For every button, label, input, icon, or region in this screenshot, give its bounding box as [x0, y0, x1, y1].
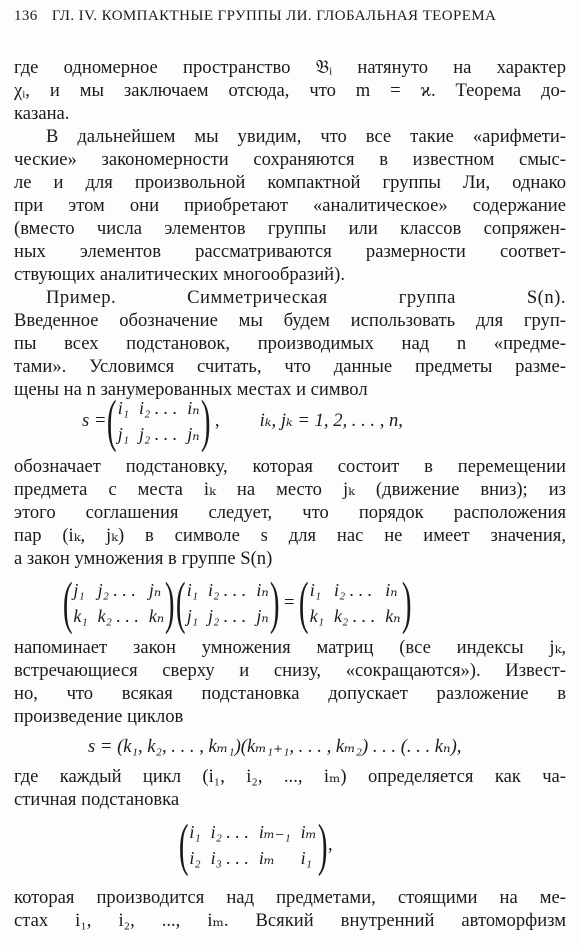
- equation-s-definition: s = ( i₁ i₂ . . . iₙ j₁ j₂ . . . jₙ ) , iₖ, jₖ = 1, 2, . . . , n,: [82, 388, 403, 453]
- eq-tail: iₖ, jₖ = 1, 2, . . . , n,: [259, 410, 403, 431]
- text-line: (вместо числа элементов группы или классов сопряжен-: [14, 218, 566, 239]
- text-line: а закон умножения в группе S(n): [14, 548, 273, 569]
- text-line: которая производится над предметами, стоящими на ме-: [14, 887, 566, 908]
- text-line: произведение циклов: [14, 706, 184, 727]
- text-line: щены на n занумерованных местах и символ: [14, 379, 368, 400]
- text-line: ческие» закономерности сохраняются в известном смыс-: [14, 149, 566, 170]
- text-line: пар (iₖ, jₖ) в символе s для нас не имеет значения,: [14, 525, 566, 546]
- text-line: стах i₁, i₂, ..., iₘ. Всякий внутренний автоморфизм: [14, 910, 566, 931]
- text-line: встречающиеся сверху и снизу, «сокращаются»). Извест-: [14, 660, 566, 681]
- matrix: ( i₁ i₂ . . . iₙ j₁ j₂ . . . jₙ ): [107, 388, 211, 453]
- text-line: казана.: [14, 103, 70, 124]
- text-line: где каждый цикл (i₁, i₂, ..., iₘ) определяется как ча-: [14, 766, 566, 787]
- page-number: 136: [14, 8, 38, 24]
- matrix: ( i₁ i₂ . . . iₙ j₁ j₂ . . . jₙ ): [176, 570, 280, 635]
- equation-cycle-permutation: ( i₁ i₂ . . . iₘ₋₁ iₘ i₂ i₃ . . . iₘ i₁ ) ,: [178, 812, 333, 877]
- text-line: Введенное обозначение мы будем использовать для груп-: [14, 310, 566, 331]
- text-line: но, что всякая подстановка допускает разложение в: [14, 683, 566, 704]
- text-line: ных элементов рассматриваются размерности соответ-: [14, 241, 566, 262]
- eq-lhs: s =: [82, 410, 107, 431]
- text-line: ле и для произвольной компактной группы Ли, однако: [14, 172, 566, 193]
- text-line: где одномерное пространство 𝔅ᵢ натянуто на характер: [14, 57, 566, 78]
- matrix: ( i₁ i₂ . . . iₙ k₁ k₂ . . . kₙ ): [299, 570, 412, 635]
- text-line: В дальнейшем мы увидим, что все такие «арифмети-: [46, 126, 566, 147]
- text-line: пы всех подстановок, производимых над n «предме-: [14, 333, 566, 354]
- text-line: этого соглашения следует, что порядок расположения: [14, 502, 566, 523]
- text-line: ствующих аналитических многообразий).: [14, 264, 345, 285]
- running-title: ГЛ. IV. КОМПАКТНЫЕ ГРУППЫ ЛИ. ГЛОБАЛЬНАЯ ТЕОРЕМА: [51, 8, 497, 24]
- text-line: предмета с места iₖ на место jₖ (движение вниз); из: [14, 479, 566, 500]
- equation-cycles: s = (k₁, k₂, . . . , kₘ₁)(kₘ₁₊₁, . . . , kₘ₂) . . . (. . . kₙ),: [88, 736, 462, 757]
- text-line: напоминает закон умножения матриц (все индексы jₖ,: [14, 637, 566, 658]
- text-line: тами». Условимся считать, что данные предметы разме-: [14, 356, 566, 377]
- matrix: ( i₁ i₂ . . . iₘ₋₁ iₘ i₂ i₃ . . . iₘ i₁ ): [178, 812, 328, 877]
- text-line: χᵢ, и мы заключаем отсюда, что m = ϰ. Теорема до-: [14, 80, 566, 101]
- text-line: при этом они приобретают «аналитическое» содержание: [14, 195, 566, 216]
- matrix: ( j₁ j₂ . . . jₙ k₁ k₂ . . . kₙ ): [62, 570, 175, 635]
- text-line: обозначает подстановку, которая состоит в перемещении: [14, 456, 566, 477]
- equation-multiplication: ( j₁ j₂ . . . jₙ k₁ k₂ . . . kₙ ) ( i₁ i₂ . . . iₙ j₁ j₂ . . . jₙ ) = ( i₁ i₂ . . . iₙ k₁ k₂ . . . kₙ ): [62, 570, 412, 635]
- text-line: стичная подстановка: [14, 789, 180, 810]
- running-header: [14, 8, 566, 25]
- example-heading: Пример. Симметрическая группа S(n).: [46, 287, 566, 308]
